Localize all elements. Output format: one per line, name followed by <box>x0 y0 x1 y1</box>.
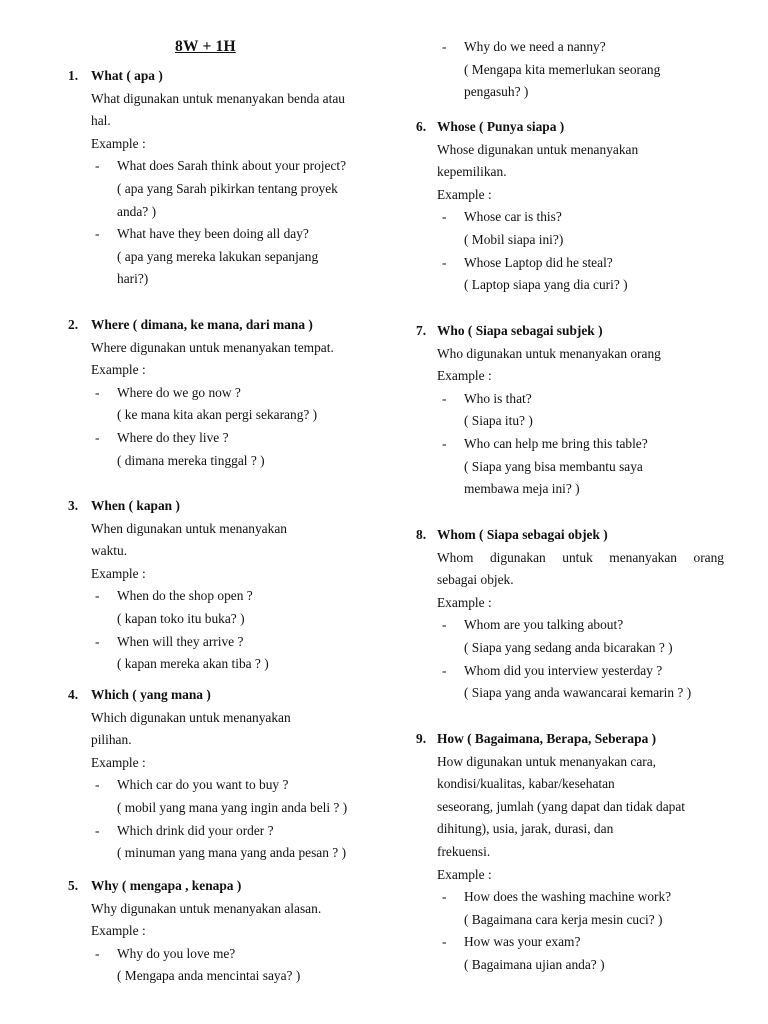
example-label: Example : <box>437 594 492 610</box>
section-description: seseorang, jumlah (yang dapat dan tidak dapat <box>437 798 686 814</box>
bullet-dash: - <box>95 430 100 445</box>
example-question: Whose car is this? <box>464 209 562 225</box>
example-translation: ( Bagaimana ujian anda? ) <box>464 957 605 972</box>
example-translation: ( Mobil siapa ini?) <box>464 232 564 247</box>
example-translation: ( mobil yang mana yang ingin anda beli ? ) <box>117 800 348 815</box>
example-translation: pengasuh? ) <box>464 84 529 100</box>
bullet-dash: - <box>95 384 100 400</box>
section-heading: Whose ( Punya siapa ) <box>437 119 565 134</box>
section-heading: What ( apa ) <box>91 68 163 83</box>
bullet-dash: - <box>442 934 447 950</box>
example-label: Example : <box>91 754 146 770</box>
example-translation: ( Mengapa kita memerlukan seorang <box>464 61 661 77</box>
example-translation: hari?) <box>117 271 149 287</box>
section-number: 2. <box>68 317 79 332</box>
bullet-dash: - <box>95 633 100 649</box>
example-translation: ( apa yang mereka lakukan sepanjang <box>117 248 319 264</box>
example-label: Example : <box>437 866 492 882</box>
example-label: Example : <box>437 186 492 202</box>
section-description: When digunakan untuk menanyakan <box>91 520 287 536</box>
bullet-dash: - <box>442 39 447 54</box>
example-translation: ( Mengapa anda mencintai saya? ) <box>117 968 301 984</box>
section-number: 1. <box>68 68 79 83</box>
example-translation: ( dimana mereka tinggal ? ) <box>117 452 265 468</box>
section-heading: How ( Bagaimana, Berapa, Seberapa ) <box>437 731 657 746</box>
example-question: Whom did you interview yesterday ? <box>464 662 663 678</box>
example-label: Example : <box>437 368 492 384</box>
bullet-dash: - <box>95 158 100 174</box>
section-description: Why digunakan untuk menanyakan alasan. <box>91 900 322 916</box>
section-heading: Who ( Siapa sebagai subjek ) <box>437 323 603 338</box>
section-description: Who digunakan untuk menanyakan orang <box>437 345 661 361</box>
page-title: 8W + 1H <box>175 38 236 55</box>
example-translation: ( Laptop siapa yang dia curi? ) <box>464 277 628 293</box>
bullet-dash: - <box>95 588 100 604</box>
section-description: pilihan. <box>91 732 132 748</box>
bullet-dash: - <box>442 617 447 633</box>
section-description: kepemilikan. <box>437 164 507 180</box>
bullet-dash: - <box>442 209 447 225</box>
section-description: kondisi/kualitas, kabar/kesehatan <box>437 776 615 792</box>
section-description: Whose digunakan untuk menanyakan <box>437 141 639 157</box>
example-question: How does the washing machine work? <box>464 889 672 905</box>
section-number: 3. <box>68 498 79 513</box>
example-label: Example : <box>91 565 146 581</box>
section-number: 5. <box>68 878 79 893</box>
bullet-dash: - <box>442 254 447 270</box>
bullet-dash: - <box>442 662 447 678</box>
example-question: Who can help me bring this table? <box>464 436 648 451</box>
example-question: Which drink did your order ? <box>117 822 274 838</box>
bullet-dash: - <box>95 822 100 838</box>
section-description: waktu. <box>91 543 128 559</box>
bullet-dash: - <box>95 945 100 961</box>
section-description: dihitung), usia, jarak, durasi, dan <box>437 821 614 837</box>
bullet-dash: - <box>442 889 447 905</box>
section-number: 8. <box>416 527 427 542</box>
section-number: 7. <box>416 323 427 338</box>
example-translation: ( ke mana kita akan pergi sekarang? ) <box>117 407 318 423</box>
example-translation: ( minuman yang mana yang anda pesan ? ) <box>117 845 347 861</box>
example-question: Which car do you want to buy ? <box>117 777 289 793</box>
example-translation: ( Siapa yang sedang anda bicarakan ? ) <box>464 640 673 655</box>
example-translation: ( kapan mereka akan tiba ? ) <box>117 656 269 672</box>
example-label: Example : <box>91 362 146 378</box>
example-translation: ( Siapa yang bisa membantu saya <box>464 458 643 474</box>
example-question: What have they been doing all day? <box>117 226 309 242</box>
example-question: Why do you love me? <box>117 945 236 961</box>
section-number: 6. <box>416 119 427 134</box>
example-question: Where do we go now ? <box>117 384 241 400</box>
example-question: Where do they live ? <box>117 430 229 445</box>
section-description: How digunakan untuk menanyakan cara, <box>437 753 657 769</box>
section-description: hal. <box>91 113 111 129</box>
section-description: Whom digunakan untuk menanyakan orang <box>437 549 724 565</box>
example-translation: ( apa yang Sarah pikirkan tentang proyek <box>117 181 338 196</box>
example-translation: ( kapan toko itu buka? ) <box>117 611 245 626</box>
example-translation: ( Siapa yang anda wawancarai kemarin ? ) <box>464 685 692 701</box>
section-number: 9. <box>416 731 427 746</box>
bullet-dash: - <box>95 777 100 793</box>
section-description: What digunakan untuk menanyakan benda atau <box>91 90 345 106</box>
section-description: sebagai objek. <box>437 572 514 588</box>
example-label: Example : <box>91 135 146 151</box>
section-description: Where digunakan untuk menanyakan tempat. <box>91 339 334 355</box>
example-question: How was your exam? <box>464 934 581 950</box>
example-translation: ( Bagaimana cara kerja mesin cuci? ) <box>464 911 663 927</box>
example-question: Why do we need a nanny? <box>464 39 606 54</box>
section-heading: Whom ( Siapa sebagai objek ) <box>437 527 608 542</box>
example-question: Who is that? <box>464 390 532 406</box>
section-description: Which digunakan untuk menanyakan <box>91 709 291 725</box>
section-heading: Where ( dimana, ke mana, dari mana ) <box>91 317 313 332</box>
section-heading: Which ( yang mana ) <box>91 687 211 702</box>
bullet-dash: - <box>442 390 447 406</box>
example-translation: ( Siapa itu? ) <box>464 413 533 429</box>
example-question: When will they arrive ? <box>117 633 244 649</box>
example-question: Whom are you talking about? <box>464 617 624 633</box>
example-question: What does Sarah think about your project? <box>117 158 347 174</box>
bullet-dash: - <box>442 436 447 451</box>
example-label: Example : <box>91 923 146 939</box>
example-question: When do the shop open ? <box>117 588 253 604</box>
example-question: Whose Laptop did he steal? <box>464 254 613 270</box>
example-translation: membawa meja ini? ) <box>464 481 580 497</box>
section-description: frekuensi. <box>437 844 491 859</box>
section-heading: Why ( mengapa , kenapa ) <box>91 878 242 893</box>
example-translation: anda? ) <box>117 203 157 219</box>
section-number: 4. <box>68 687 79 702</box>
bullet-dash: - <box>95 226 100 242</box>
section-heading: When ( kapan ) <box>91 498 180 513</box>
